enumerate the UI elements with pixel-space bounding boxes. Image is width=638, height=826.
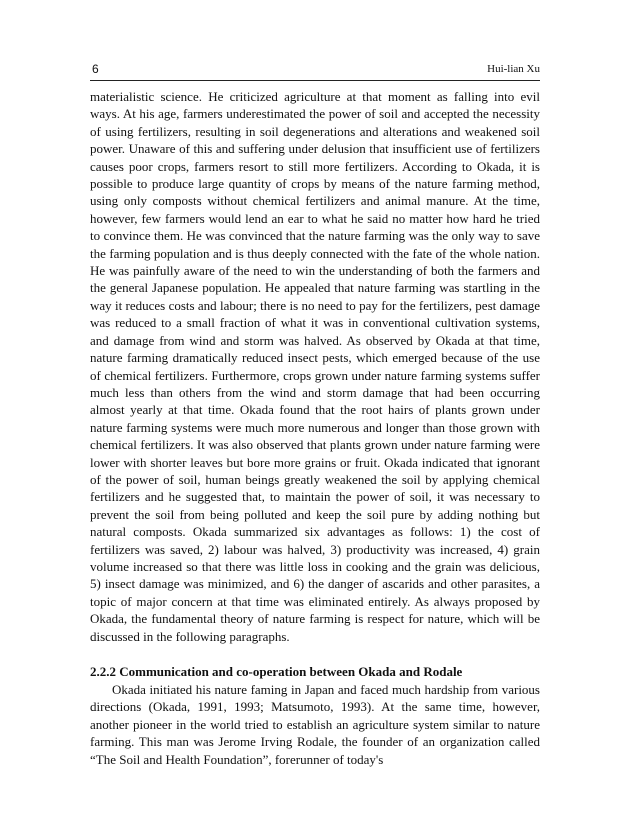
page-number: 6 <box>92 62 99 76</box>
running-head-author: Hui-lian Xu <box>487 63 540 75</box>
body-text-block <box>90 88 540 645</box>
header-rule <box>90 80 540 81</box>
section-heading: 2.2.2 Communication and co-operation between Okada and Rodale <box>90 664 463 679</box>
body-paragraph: materialistic science. He criticized agriculture at that moment as falling into evil ways. At his age, farmers underestimated the power of soil and accepted the necessity of using fertilizers, resulting in soil degenerations and alterations and weakened soil power. Unaware of this and suffering under delusion that insufficient use of fertilizers causes poor crops, farmers resort to still more fertilizers. According to Okada, it is possible to produce large quantity of crops by means of the nature farming method, using only composts without chemical fertilizers and animal manure. At the time, however, few farmers would lend an ear to what he said no matter how hard he tried to convince them. He was convinced that the nature farming was the only way to save the farming population and is thus deeply connected with the fate of the whole nation. He was painfully aware of the need to win the understanding of both the farmers and the general Japanese population. He appealed that nature farming was startling in the way it reduces costs and labour; there is no need to pay for the fertilizers, pest damage was reduced to a small fraction of what it was in conventional cultivation systems, and damage from wind and storm was halved. As observed by Okada at that time, nature farming dramatically reduced insect pests, which emerged because of the use of chemical fertilizers. Furthermore, crops grown under nature farming systems suffer much less than others from the wind and storm damage that had been occurring almost yearly at that time. Okada found that the root hairs of plants grown under nature farming systems were much more numerous and longer than those grown with chemical fertilizers. It was also observed that plants grown under nature farming were lower with shorter leaves but bore more grains or fruit. Okada indicated that ignorant of the power of soil, human beings greatly weakened the soil by applying chemical fertilizers and he suggested that, to maintain the power of soil, it was necessary to prevent the soil from being polluted and keep the soil pure by adding nothing but natural composts. Okada summarized six advantages as follows: 1) the cost of fertilizers was saved, 2) labour was halved, 3) productivity was increased, 4) grain volume increased so that there was little loss in cooking and the grain was delicious, 5) insect damage was minimized, and 6) the danger of ascarids and other parasites, a topic of major concern at that time was eliminated entirely. As always proposed by Okada, the fundamental theory of nature farming is respect for nature, which will be discussed in the following paragraphs. <box>90 89 540 644</box>
section-text-block <box>90 681 540 768</box>
section-paragraph: Okada initiated his nature faming in Japan and faced much hardship from various directions (Okada, 1991, 1993; Matsumoto, 1993). At the same time, however, another pioneer in the world tried to establish an agriculture system similar to nature farming. This man was Jerome Irving Rodale, the founder of an organization called “The Soil and Health Foundation”, forerunner of today's <box>90 682 540 767</box>
running-header <box>90 62 540 78</box>
